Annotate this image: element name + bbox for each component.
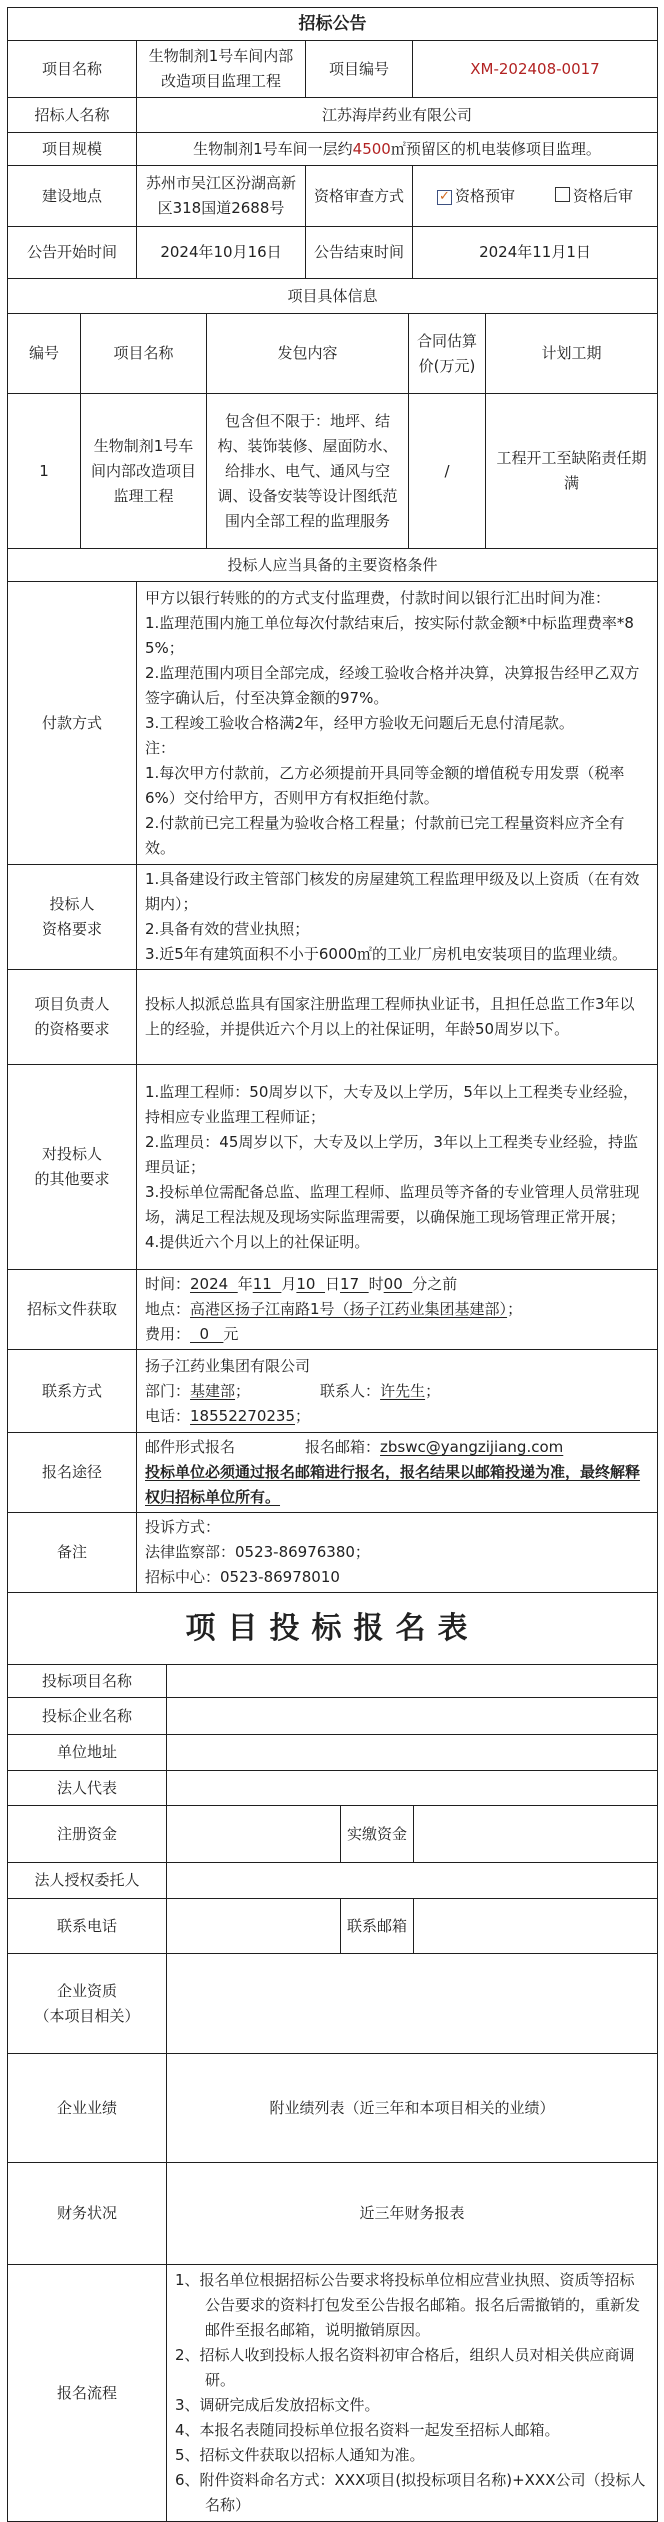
prequalification-label: 资格预审 xyxy=(454,186,515,205)
registration-notice: 投标单位必须通过报名邮箱进行报名，报名结果以邮箱投递为准，最终解释权归招标单位所有。 xyxy=(145,1463,641,1506)
detail-header-row xyxy=(8,314,658,394)
bid-company-row xyxy=(8,1698,658,1735)
authorized-person-row xyxy=(8,1863,658,1899)
contact-label xyxy=(8,1350,137,1433)
manager-qualification-label xyxy=(8,970,137,1065)
authorized-person-input-cell xyxy=(167,1863,658,1899)
tenderer-label: 招标人名称 xyxy=(8,98,137,133)
text-line: 联系方式 xyxy=(41,1381,102,1400)
time-minute-unit: 分之前 xyxy=(412,1275,458,1293)
time-month-unit: 月 xyxy=(281,1275,297,1293)
postqualification-checkbox-unchecked[interactable] xyxy=(555,187,570,202)
text-line: 3.投标单位需配备总监、监理工程师、监理员等齐备的专业管理人员常驻现场，满足工程法规及现场实际监理需要，以确保施工现场管理正常开展； xyxy=(145,1182,640,1226)
time-minute: 00 xyxy=(383,1275,413,1293)
form-title: 项目投标报名表 xyxy=(8,1593,658,1665)
text-line: 1.监理工程师：50周岁以下，大专及以上学历，5年以上工程类专业经验，持相应专业监理工程师证； xyxy=(145,1082,638,1126)
bid-project-label: 投标项目名称 xyxy=(8,1665,167,1698)
payment-row xyxy=(8,582,658,865)
row-content: 包含但不限于：地坪、结构、装饰装修、屋面防水、给排水、电气、通风与空调、设备安装等设计图纸范围内全部工程的监理服务 xyxy=(207,394,409,549)
phone-suffix: ； xyxy=(295,1406,311,1425)
announcement-table xyxy=(7,7,658,314)
dept-label: 部门： xyxy=(145,1381,191,1400)
row-no: 1 xyxy=(8,394,81,549)
registration-process-content xyxy=(167,2265,658,2522)
registration-email-label: 报名邮箱： xyxy=(305,1438,381,1456)
contact-row xyxy=(8,1350,658,1433)
qualification-table xyxy=(7,581,658,1593)
page-title: 招标公告 xyxy=(8,8,658,41)
qualification-section-title: 投标人应当具备的主要资格条件 xyxy=(8,549,658,582)
text-line: 1、报名单位根据招标公告要求将投标单位相应营业执照、资质等招标公告要求的资料打包发至公告报名邮箱。报名后需撤销的，重新发邮件至报名邮箱，说明撤销原因。 xyxy=(175,2271,641,2339)
project-detail-table xyxy=(7,313,658,582)
col-header-no: 编号 xyxy=(8,314,81,394)
fee-unit: 元 xyxy=(223,1325,239,1343)
time-month: 11 xyxy=(252,1275,282,1293)
location-label: 建设地点 xyxy=(8,166,137,227)
text-line: 企业资质 xyxy=(56,1981,117,2000)
tender-document xyxy=(7,7,657,2522)
phone-value: 18552270235 xyxy=(190,1406,295,1425)
text-line: 资格要求 xyxy=(41,920,102,938)
time-hour-unit: 时 xyxy=(368,1275,384,1293)
scale-suffix: 预留区的机电装修项目监理。 xyxy=(405,139,601,158)
acquisition-fee-line xyxy=(145,1322,649,1347)
check-icon: ✓ xyxy=(439,188,450,204)
bid-company-label: 投标企业名称 xyxy=(8,1698,167,1735)
application-form-table xyxy=(7,1664,658,2522)
scale-label: 项目规模 xyxy=(8,133,137,166)
text-line: 3.工程竣工验收合格满2年，经甲方验收无问题后无息付清尾款。 xyxy=(145,713,574,732)
end-time-label: 公告结束时间 xyxy=(306,227,413,279)
contact-content xyxy=(137,1350,658,1433)
remarks-content xyxy=(137,1513,658,1593)
address-input-cell xyxy=(167,1735,658,1771)
prequalification-checkbox-checked[interactable] xyxy=(437,190,452,205)
payment-label xyxy=(8,582,137,865)
enterprise-qualification-input-cell xyxy=(167,1954,658,2054)
end-time-value: 2024年11月1日 xyxy=(413,227,658,279)
authorized-person-label: 法人授权委托人 xyxy=(8,1863,167,1899)
text-line: 2.监理员：45周岁以下，大专及以上学历，3年以上工程类专业经验，持监理员证； xyxy=(145,1132,638,1176)
reg-capital-input-cell xyxy=(167,1806,341,1863)
col-header-duration: 计划工期 xyxy=(486,314,658,394)
text-line: 3.近5年有建筑面积不小于6000㎡的工业厂房机电安装项目的监理业绩。 xyxy=(145,945,628,963)
text-line: 3、调研完成后发放招标文件。 xyxy=(175,2396,380,2414)
address-row xyxy=(8,1735,658,1771)
project-name-value: 生物制剂1号车间内部改造项目监理工程 xyxy=(137,41,306,98)
contact-email-input-cell xyxy=(414,1899,658,1954)
person-suffix: ； xyxy=(425,1381,441,1400)
remarks-label xyxy=(8,1513,137,1593)
time-label: 时间： xyxy=(145,1275,191,1293)
document-acquisition-row xyxy=(8,1270,658,1350)
registration-process-label xyxy=(8,2265,167,2522)
scale-prefix: 生物制剂1号车间一层约 xyxy=(193,139,353,158)
other-requirements-label xyxy=(8,1065,137,1270)
bidder-qualification-label xyxy=(8,865,137,970)
remarks-row xyxy=(8,1513,658,1593)
financial-status-value: 近三年财务报表 xyxy=(167,2163,658,2265)
detail-data-row xyxy=(8,394,658,549)
start-time-value: 2024年10月16日 xyxy=(137,227,306,279)
row-duration: 工程开工至缺陷责任期满 xyxy=(486,394,658,549)
text-line: （本项目相关） xyxy=(34,2006,140,2025)
row-name: 生物制剂1号车间内部改造项目监理工程 xyxy=(81,394,207,549)
phone-label: 电话： xyxy=(145,1406,191,1425)
phone-email-row xyxy=(8,1899,658,1954)
legal-rep-label: 法人代表 xyxy=(8,1771,167,1806)
text-line: 的其他要求 xyxy=(34,1170,110,1188)
form-title-block xyxy=(7,1592,658,1665)
enterprise-qualification-label xyxy=(8,1954,167,2054)
registration-route-content xyxy=(137,1433,658,1513)
acquisition-place-line xyxy=(145,1297,649,1322)
document-acquisition-label xyxy=(8,1270,137,1350)
manager-qualification-row xyxy=(8,970,658,1065)
location-value: 苏州市吴江区汾湖高新区318国道2688号 xyxy=(137,166,306,227)
time-year: 2024 xyxy=(190,1275,238,1293)
scale-value xyxy=(137,133,658,166)
text-line: 备注 xyxy=(56,1543,87,1561)
detail-section-title: 项目具体信息 xyxy=(8,279,658,314)
registration-method: 邮件形式报名 xyxy=(145,1438,236,1456)
text-line: 2.监理范围内项目全部完成，经竣工验收合格并决算，决算报告经甲乙双方签字确认后，付至决算金额的97%。 xyxy=(145,663,640,707)
capital-row xyxy=(8,1806,658,1863)
address-label: 单位地址 xyxy=(8,1735,167,1771)
enterprise-performance-value: 附业绩列表（近三年和本项目相关的业绩） xyxy=(167,2054,658,2163)
text-line: 2.付款前已完工程量为验收合格工程量；付款前已完工程量资料应齐全有效。 xyxy=(145,813,625,857)
time-hour: 17 xyxy=(340,1275,369,1293)
paid-capital-label: 实缴资金 xyxy=(341,1806,414,1863)
text-line: 招标中心：0523-86978010 xyxy=(145,1568,340,1586)
payment-content xyxy=(137,582,658,865)
registration-email-link[interactable]: zbswc@yangzijiang.com xyxy=(380,1438,564,1456)
scale-unit: ㎡ xyxy=(390,139,406,158)
text-line: 6、附件资料命名方式：XXX项目(拟投标项目名称)+XXX公司（投标人名称） xyxy=(175,2471,646,2514)
financial-status-label: 财务状况 xyxy=(8,2163,167,2265)
bid-project-input-cell xyxy=(167,1665,658,1698)
project-no-label: 项目编号 xyxy=(306,41,413,98)
other-requirements-row xyxy=(8,1065,658,1270)
registration-method-line xyxy=(145,1435,649,1460)
registration-route-row xyxy=(8,1433,658,1513)
dept-value: 基建部 xyxy=(190,1381,236,1400)
text-line: 2.具备有效的营业执照； xyxy=(145,920,310,938)
enterprise-qualification-row xyxy=(8,1954,658,2054)
person-value: 许先生 xyxy=(380,1381,426,1400)
time-day: 10 xyxy=(296,1275,326,1293)
acquisition-time-line xyxy=(145,1272,649,1297)
bid-project-row xyxy=(8,1665,658,1698)
text-line: 招标文件获取 xyxy=(26,1300,117,1318)
registration-route-label xyxy=(8,1433,137,1513)
text-line: 注： xyxy=(145,738,176,757)
text-line: 2、招标人收到投标人报名资料初审合格后，组织人员对相关供应商调研。 xyxy=(175,2346,635,2389)
scale-area: 4500 xyxy=(352,139,391,158)
text-line: 法律监察部：0523-86976380； xyxy=(145,1543,370,1561)
dept-suffix: ； xyxy=(235,1381,251,1400)
place-label: 地点： xyxy=(145,1300,191,1318)
place-value: 高港区扬子江南路1号（扬子江药业集团基建部） xyxy=(190,1300,508,1318)
time-day-unit: 日 xyxy=(325,1275,341,1293)
text-line: 甲方以银行转账的的方式支付监理费，付款时间以银行汇出时间为准： xyxy=(145,588,611,607)
text-line: 1.具备建设行政主管部门核发的房屋建筑工程监理甲级及以上资质（在有效期内）； xyxy=(145,870,640,913)
col-header-name: 项目名称 xyxy=(81,314,207,394)
fee-label: 费用： xyxy=(145,1325,191,1343)
contact-dept-line xyxy=(145,1379,649,1404)
contact-company-line: 扬子江药业集团有限公司 xyxy=(145,1356,311,1375)
registration-process-row xyxy=(8,2265,658,2522)
reg-capital-label: 注册资金 xyxy=(8,1806,167,1863)
manager-qualification-content: 投标人拟派总监具有国家注册监理工程师执业证书，且担任总监工作3年以上的经验，并提供近六个月以上的社保证明，年龄50周岁以下。 xyxy=(137,970,658,1065)
text-line: 的资格要求 xyxy=(34,1020,110,1038)
fee-value: 0 xyxy=(190,1325,224,1343)
contact-email-label: 联系邮箱 xyxy=(341,1899,414,1954)
document-acquisition-content xyxy=(137,1270,658,1350)
review-method-label: 资格审查方式 xyxy=(306,166,413,227)
text-line: 投诉方式： xyxy=(145,1518,221,1536)
financial-status-row xyxy=(8,2163,658,2265)
col-header-price: 合同估算价(万元) xyxy=(409,314,486,394)
time-year-unit: 年 xyxy=(237,1275,253,1293)
project-no-value: XM-202408-0017 xyxy=(413,41,658,98)
bidder-qualification-row xyxy=(8,865,658,970)
enterprise-performance-row xyxy=(8,2054,658,2163)
bid-company-input-cell xyxy=(167,1698,658,1735)
text-line: 付款方式 xyxy=(41,713,102,732)
text-line: 4.提供近六个月以上的社保证明。 xyxy=(145,1232,370,1251)
project-name-label: 项目名称 xyxy=(8,41,137,98)
text-line: 报名途径 xyxy=(41,1463,102,1481)
review-options xyxy=(413,166,658,227)
contact-phone-label: 联系电话 xyxy=(8,1899,167,1954)
col-header-content: 发包内容 xyxy=(207,314,409,394)
text-line: 1.监理范围内施工单位每次付款结束后，按实际付款金额*中标监理费率*85%； xyxy=(145,613,634,657)
text-line: 项目负责人 xyxy=(34,995,110,1013)
legal-rep-row xyxy=(8,1771,658,1806)
text-line: 4、本报名表随同投标单位报名资料一起发至招标人邮箱。 xyxy=(175,2421,560,2439)
text-line: 报名流程 xyxy=(56,2383,117,2402)
person-label: 联系人： xyxy=(320,1381,381,1400)
text-line: 1.每次甲方付款前，乙方必须提前开具同等金额的增值税专用发票（税率6%）交付给甲方，否则甲方有权拒绝付款。 xyxy=(145,763,625,807)
other-requirements-content xyxy=(137,1065,658,1270)
tenderer-value: 江苏海岸药业有限公司 xyxy=(137,98,658,133)
postqualification-label: 资格后审 xyxy=(573,186,634,205)
start-time-label: 公告开始时间 xyxy=(8,227,137,279)
paid-capital-input-cell xyxy=(414,1806,658,1863)
contact-phone-line xyxy=(145,1404,649,1429)
contact-phone-input-cell xyxy=(167,1899,341,1954)
bidder-qualification-content xyxy=(137,865,658,970)
enterprise-performance-label: 企业业绩 xyxy=(8,2054,167,2163)
row-price: / xyxy=(409,394,486,549)
text-line: 5、招标文件获取以招标人通知为准。 xyxy=(175,2446,425,2464)
place-suffix: ； xyxy=(507,1300,523,1318)
text-line: 对投标人 xyxy=(41,1145,102,1163)
text-line: 投标人 xyxy=(49,895,95,913)
legal-rep-input-cell xyxy=(167,1771,658,1806)
